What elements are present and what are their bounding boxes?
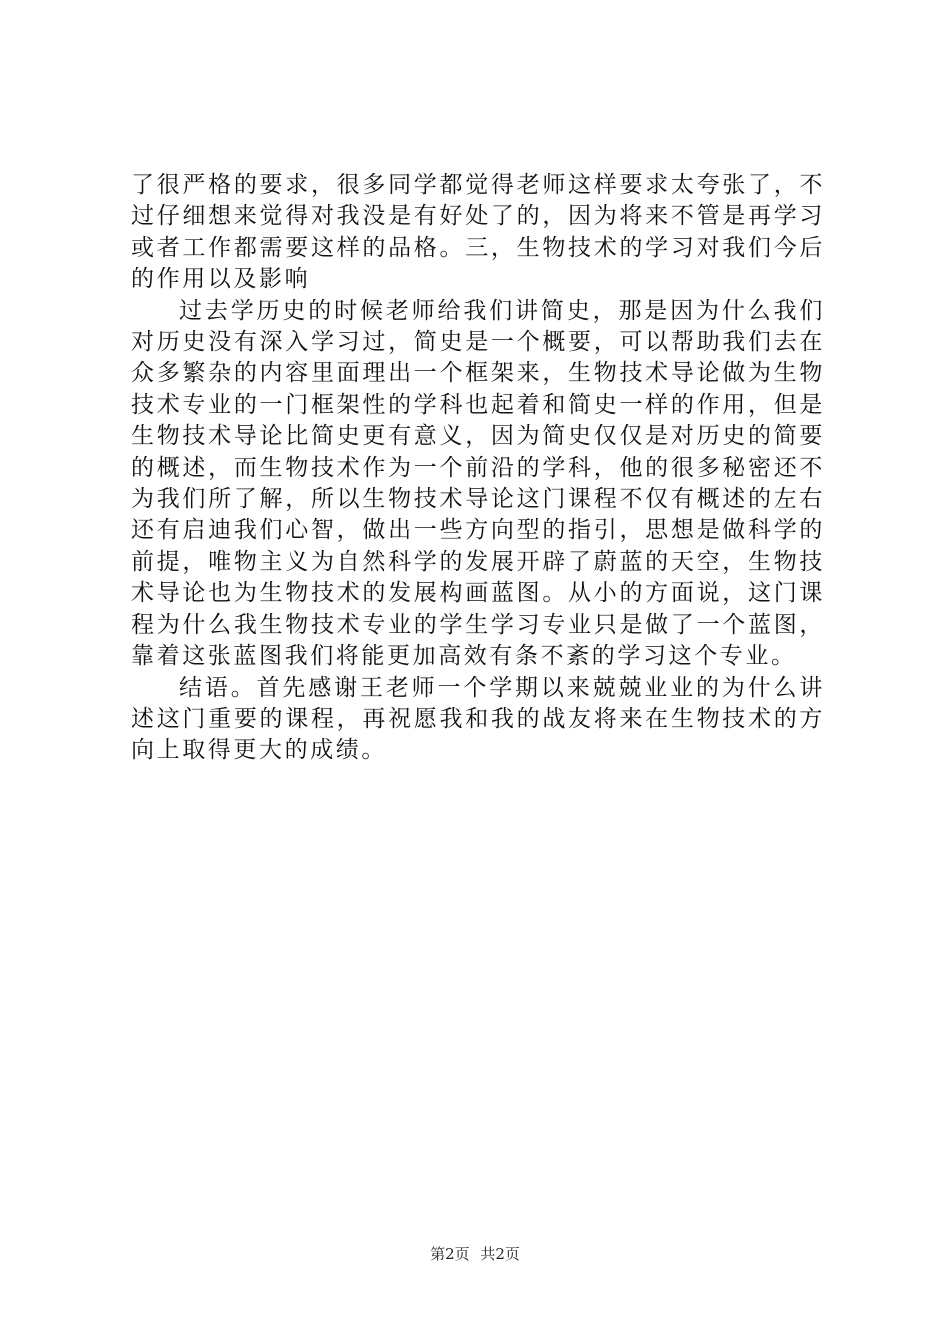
paragraph-brief-history: 过去学历史的时候老师给我们讲简史，那是因为什么我们对历史没有深入学习过，简史是一个概要，可以帮助我们去在众多繁杂的内容里面理出一个框架来，生物技术导论做为生物技术专业的一门框架性的学科也起着和简史一样的作用，但是生物技术导论比简史更有意义，因为简史仅仅是对历史的简要的概述，而生物技术作为一个前沿的学科，他的很多秘密还不为我们所了解，所以生物技术导论这门课程不仅有概述的左右还有启迪我们心智，做出一些方向型的指引，思想是做科学的前提，唯物主义为自然科学的发展开辟了蔚蓝的天空，生物技术导论也为生物技术的发展构画蓝图。从小的方面说，这门课程为什么我生物技术专业的学生学习专业只是做了一个蓝图，靠着这张蓝图我们将能更加高效有条不紊的学习这个专业。 bbox=[131, 297, 825, 670]
document-body bbox=[131, 170, 825, 767]
page-footer bbox=[0, 1244, 950, 1264]
paragraph-conclusion: 结语。首先感谢王老师一个学期以来兢兢业业的为什么讲述这门重要的课程，再祝愿我和我的战友将来在生物技术的方向上取得更大的成绩。 bbox=[131, 674, 825, 764]
paragraph-continuation: 了很严格的要求，很多同学都觉得老师这样要求太夸张了，不过仔细想来觉得对我没是有好处了的，因为将来不管是再学习或者工作都需要这样的品格。三，生物技术的学习对我们今后的作用以及影响 bbox=[131, 172, 825, 293]
page-total: 共2页 bbox=[480, 1245, 520, 1263]
page-number: 第2页 bbox=[430, 1245, 470, 1263]
